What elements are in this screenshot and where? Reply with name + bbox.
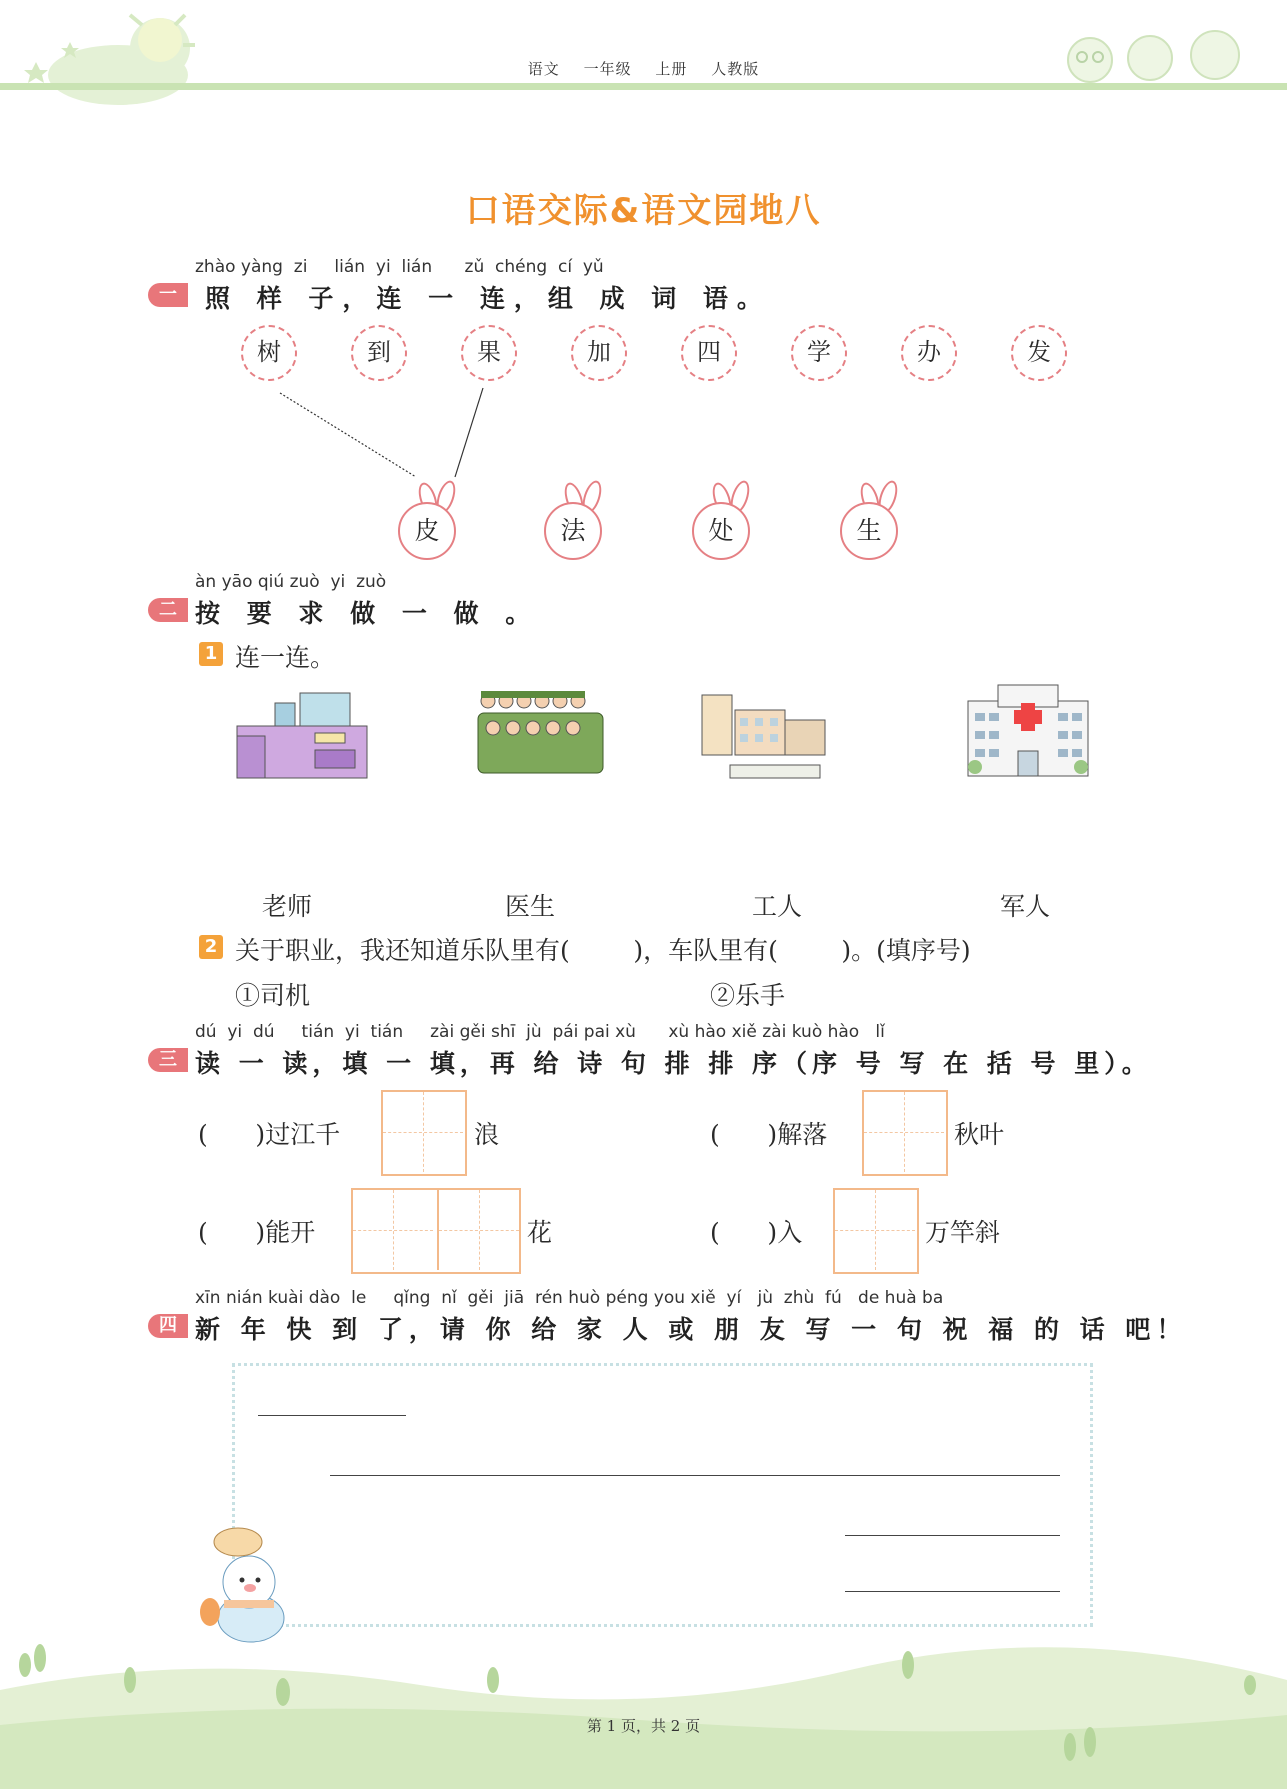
top-char-8[interactable]: 发 — [1011, 325, 1067, 381]
option-driver: ①司机 — [235, 981, 311, 1010]
poem-line-4-prefix: ( )入 — [710, 1218, 803, 1247]
option-musician: ②乐手 — [710, 981, 786, 1010]
section1-tag: 一 — [148, 283, 188, 307]
section3-tag: 三 — [148, 1048, 188, 1072]
word-doctor[interactable]: 医生 — [505, 892, 556, 921]
poem-line-1-suffix: 浪 — [474, 1120, 500, 1149]
soldiers-image[interactable] — [473, 683, 608, 783]
section2-instruction: 按 要 求 做 一 做 。 — [195, 599, 540, 628]
top-char-5[interactable]: 四 — [681, 325, 737, 381]
writing-line-signature[interactable] — [845, 1535, 1060, 1536]
example-connect-lines — [0, 0, 1287, 560]
poem-line-4-suffix: 万竿斜 — [925, 1218, 1001, 1247]
section4-pinyin: xīn nián kuài dào le qǐng nǐ gěi jiā rén huò péng you xiě yí jù zhù fú de huà ba — [195, 1288, 944, 1308]
section2-tag: 二 — [148, 598, 188, 622]
poem-line-2-prefix: ( )解落 — [710, 1120, 828, 1149]
footer-landscape — [0, 1630, 1287, 1789]
poem-line-2-box[interactable] — [862, 1090, 948, 1176]
word-soldier[interactable]: 军人 — [1000, 892, 1051, 921]
section4-tag: 四 — [148, 1314, 188, 1338]
section1-pinyin: zhào yàng zi lián yi lián zǔ chéng cí yǔ — [195, 257, 604, 277]
school-image[interactable] — [700, 690, 835, 780]
header-grade: 一年级 — [583, 60, 632, 78]
question-number-1: 1 — [199, 642, 223, 666]
poem-line-3-prefix: ( )能开 — [198, 1218, 316, 1247]
top-char-3[interactable]: 果 — [461, 325, 517, 381]
poem-line-1-box[interactable] — [381, 1090, 467, 1176]
section4-instruction: 新 年 快 到 了，请 你 给 家 人 或 朋 友 写 一 句 祝 福 的 话 吧！ — [195, 1315, 1188, 1344]
top-char-7[interactable]: 办 — [901, 325, 957, 381]
word-teacher[interactable]: 老师 — [262, 892, 313, 921]
writing-line-date[interactable] — [845, 1591, 1060, 1592]
section1-instruction: 照 样 子，连 一 连，组 成 词 语。 — [205, 284, 771, 313]
word-worker[interactable]: 工人 — [752, 892, 803, 921]
poem-line-2-suffix: 秋叶 — [954, 1120, 1005, 1149]
header-edition: 人教版 — [711, 60, 760, 78]
top-char-1[interactable]: 树 — [241, 325, 297, 381]
factory-image[interactable] — [235, 688, 375, 783]
bottom-char-1[interactable]: 皮 — [398, 502, 456, 560]
greeting-writing-area[interactable] — [232, 1363, 1093, 1627]
bottom-char-3[interactable]: 处 — [692, 502, 750, 560]
page-title: 口语交际&语文园地八 — [465, 191, 822, 231]
header-subject: 语文 — [527, 60, 560, 78]
bottom-char-2[interactable]: 法 — [544, 502, 602, 560]
question-number-2: 2 — [199, 935, 223, 959]
poem-line-3-box[interactable] — [351, 1188, 521, 1274]
question2-text: 关于职业，我还知道乐队里有( )，车队里有( )。(填序号) — [235, 936, 971, 965]
poem-line-1-prefix: ( )过江千 — [198, 1120, 341, 1149]
header-volume: 上册 — [655, 60, 688, 78]
top-char-4[interactable]: 加 — [571, 325, 627, 381]
section3-pinyin: dú yi dú tián yi tián zài gěi shī jù pái pai xù xù hào xiě zài kuò hào lǐ — [195, 1022, 885, 1042]
snowman-illustration — [196, 1520, 291, 1645]
question1-text: 连一连。 — [235, 643, 336, 672]
writing-line-body[interactable] — [330, 1475, 1060, 1476]
poem-line-3-suffix: 花 — [527, 1218, 553, 1247]
top-char-2[interactable]: 到 — [351, 325, 407, 381]
section3-instruction: 读 一 读，填 一 填，再 给 诗 句 排 排 序（序 号 写 在 括 号 里）。 — [195, 1049, 1152, 1078]
poem-line-4-box[interactable] — [833, 1188, 919, 1274]
page-number: 第 1 页，共 2 页 — [586, 1717, 701, 1735]
bottom-char-4[interactable]: 生 — [840, 502, 898, 560]
top-char-6[interactable]: 学 — [791, 325, 847, 381]
hospital-image[interactable] — [963, 683, 1093, 783]
writing-line-salutation[interactable] — [258, 1415, 406, 1416]
section2-pinyin: àn yāo qiú zuò yi zuò — [195, 572, 387, 592]
